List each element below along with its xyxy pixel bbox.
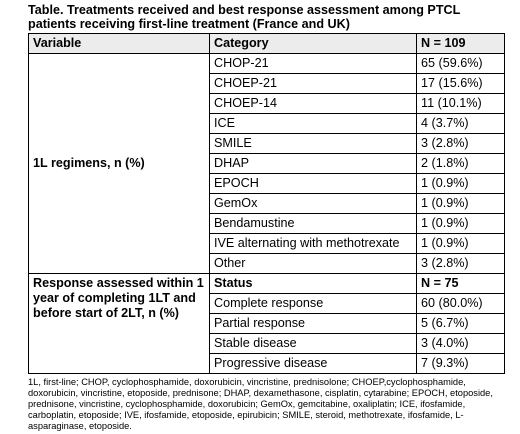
header-variable: Variable xyxy=(29,34,210,54)
regimen-category: CHOEP-21 xyxy=(210,74,417,94)
regimen-value: 1 (0.9%) xyxy=(417,174,505,194)
header-n: N = 109 xyxy=(417,34,505,54)
variable-response-label: Response assessed within 1 year of completing 1LT and before start of 2LT, n (%) xyxy=(29,274,210,374)
response-value: 60 (80.0%) xyxy=(417,294,505,314)
regimen-value: 4 (3.7%) xyxy=(417,114,505,134)
treatment-table xyxy=(28,33,505,374)
response-value: 3 (4.0%) xyxy=(417,334,505,354)
response-n-header: N = 75 xyxy=(417,274,505,294)
regimen-category: IVE alternating with methotrexate xyxy=(210,234,417,254)
regimen-value: 1 (0.9%) xyxy=(417,234,505,254)
regimen-category: Bendamustine xyxy=(210,214,417,234)
regimen-value: 11 (10.1%) xyxy=(417,94,505,114)
regimen-value: 1 (0.9%) xyxy=(417,214,505,234)
regimen-category: CHOEP-14 xyxy=(210,94,417,114)
regimen-category: SMILE xyxy=(210,134,417,154)
variable-regimens-label: 1L regimens, n (%) xyxy=(29,54,210,274)
regimen-value: 3 (2.8%) xyxy=(417,134,505,154)
regimen-value: 2 (1.8%) xyxy=(417,154,505,174)
table-row xyxy=(29,54,505,74)
response-value: 5 (6.7%) xyxy=(417,314,505,334)
response-category: Progressive disease xyxy=(210,354,417,374)
response-section-row xyxy=(29,274,505,294)
table-header-row xyxy=(29,34,505,54)
regimen-value: 1 (0.9%) xyxy=(417,194,505,214)
header-category: Category xyxy=(210,34,417,54)
regimen-value: 3 (2.8%) xyxy=(417,254,505,274)
response-status-header: Status xyxy=(210,274,417,294)
regimen-category: Other xyxy=(210,254,417,274)
regimen-category: EPOCH xyxy=(210,174,417,194)
response-category: Stable disease xyxy=(210,334,417,354)
regimen-value: 65 (59.6%) xyxy=(417,54,505,74)
regimen-category: ICE xyxy=(210,114,417,134)
regimen-category: GemOx xyxy=(210,194,417,214)
table-title: Table. Treatments received and best response assessment among PTCL patients receiving first-line treatment (France and UK) xyxy=(28,3,461,31)
response-category: Complete response xyxy=(210,294,417,314)
regimen-category: CHOP-21 xyxy=(210,54,417,74)
table-footnote: 1L, first-line; CHOP, cyclophosphamide, doxorubicin, vincristine, prednisolone; CHOEP,cyclophosphamide, doxorubicin, vincristine, etoposide, prednisone; DHAP, dexamethasone, cisplatin, cytarabine; EPOCH, etoposide, prednisone, vincristine, cyclophosphamide, doxorubicin; GemOx, gemcitabine, oxaliplatin; ICE, ifosfamide, carboplatin, etoposide; IVE, ifosfamide, etoposide, epirubicin; SMILE, steroid, methotrexate, ifosfamide, L-asparaginase, etoposide. xyxy=(28,377,493,431)
regimen-value: 17 (15.6%) xyxy=(417,74,505,94)
response-category: Partial response xyxy=(210,314,417,334)
response-value: 7 (9.3%) xyxy=(417,354,505,374)
regimen-category: DHAP xyxy=(210,154,417,174)
